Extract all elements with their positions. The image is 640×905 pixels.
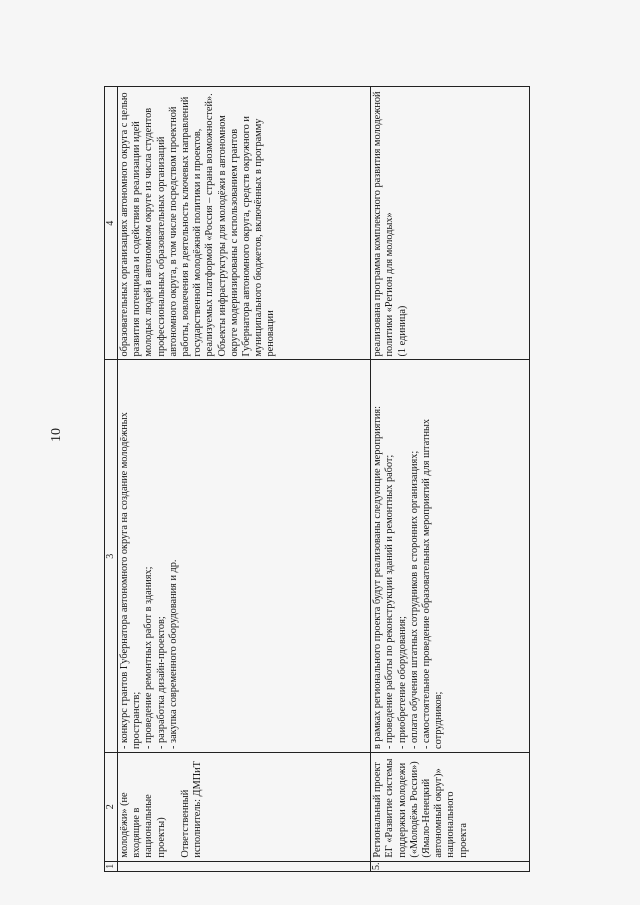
cell-text: - самостоятельное проведение образовательных мероприятий для штатных сотрудников; xyxy=(420,418,445,749)
table-row xyxy=(118,87,371,872)
project-name-cell xyxy=(371,753,530,862)
page-number: 10 xyxy=(49,428,64,442)
header-col-4: 4 xyxy=(105,87,118,361)
row-number xyxy=(118,861,371,871)
cell-text: образовательных организациях автономного округа с целью развития потенциала и содействия в реализации идей молодых людей в автономном округе из числа студентов профессиональных образовательных организаций автономного округа, в том числе посредством проектной работы, вовлечения в деятельность ключевых направлений государственной молодёжной политики и проектов, реализуемых платформой «Россия – страна возможностей». xyxy=(119,92,216,357)
project-name-cell xyxy=(118,753,371,862)
activities-cell xyxy=(371,360,530,753)
cell-text: - проведение работы по реконструкции зданий и ремонтных работ; xyxy=(384,454,396,749)
results-cell xyxy=(371,87,530,361)
cell-text: Объекты инфраструктуры для молодёжи в автономном округе модернизированы с использованием грантов Губернатора автономного округа, средств окружного и муниципального бюджетов, включённых в программу реновации xyxy=(216,115,277,357)
cell-text: - проведение ремонтных работ в зданиях; xyxy=(143,566,155,749)
cell-text: - оплата обучения штатных сотрудников в сторонних организациях; xyxy=(408,450,420,749)
cell-text: - разработка дизайн-проектов; xyxy=(155,616,167,749)
cell-text: - конкурс грантов Губернатора автономного округа на создание молодёжных пространств; xyxy=(119,412,143,749)
rotated-table-wrapper xyxy=(104,86,530,872)
cell-text: реализована программа комплексного развития молодежной политики «Регион для молодых» xyxy=(372,91,396,357)
row-number: 5. xyxy=(371,861,530,871)
cell-spacer xyxy=(168,756,180,858)
cell-text: (1 единица) xyxy=(396,305,408,357)
header-col-2: 2 xyxy=(105,753,118,862)
header-col-3: 3 xyxy=(105,360,118,753)
program-table xyxy=(104,86,530,872)
cell-text: - приобретение оборудования; xyxy=(396,616,408,749)
cell-text: Ответственный исполнитель: ДМПиТ xyxy=(179,761,204,858)
header-col-1: 1 xyxy=(105,861,118,871)
activities-cell xyxy=(118,360,371,753)
cell-text: в рамках регионального проекта будут реализованы следующие мероприятия: xyxy=(372,405,384,749)
cell-text: Региональный проект ЕГ «Развитие системы поддержки молодежи («Молодёжь России») (Ямало-Ненецкий автономный округ)» национального проекта xyxy=(372,758,469,858)
cell-text: - закупка современного оборудования и др. xyxy=(167,559,179,749)
header-row xyxy=(105,87,118,872)
results-cell xyxy=(118,87,371,361)
table-row xyxy=(371,87,530,872)
cell-text: молодёжи» (не входящие в национальные проекты) xyxy=(119,792,167,858)
